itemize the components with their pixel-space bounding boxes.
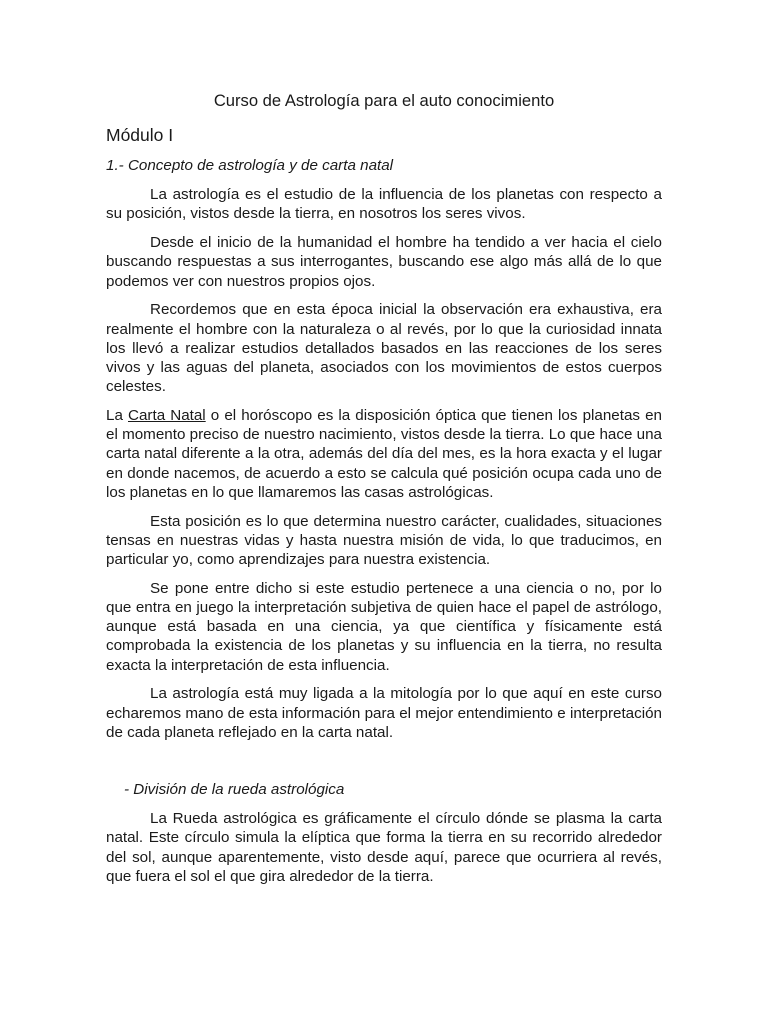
section-heading-concepto: 1.- Concepto de astrología y de carta natal xyxy=(106,157,394,174)
paragraph-1: La astrología es el estudio de la influencia de los planetas con respecto a su posición, vistos desde la tierra, en nosotros los seres vivos. xyxy=(106,186,662,223)
paragraph-6: Se pone entre dicho si este estudio pertenece a una ciencia o no, por lo que entra en juego la interpretación subjetiva de quien hace el papel de astrólogo, aunque está basada en una ciencia, ya que científica y físicamente está comprobada la existencia de los planetas y su influencia en la tierra, no resulta exacta la interpretación de esta influencia. xyxy=(106,579,662,674)
paragraph-4-prefix: La xyxy=(106,407,128,425)
paragraph-5: Esta posición es lo que determina nuestro carácter, cualidades, situaciones tensas en nuestras vidas y hasta nuestra misión de vida, lo que traducimos, en particular yo, como aprendizajes para nuestra existencia. xyxy=(106,512,662,569)
paragraph-2: Desde el inicio de la humanidad el hombre ha tendido a ver hacia el cielo buscando respuestas a sus interrogantes, buscando ese algo más allá de lo que podemos ver con nuestros propios ojos. xyxy=(106,234,662,290)
paragraph-7: La astrología está muy ligada a la mitología por lo que aquí en este curso echaremos mano de esta información para el mejor entendimiento e interpretación de cada planeta reflejado en la carta natal. xyxy=(106,685,662,741)
document-title: Curso de Astrología para el auto conocimiento xyxy=(213,91,555,110)
section-heading-division: - División de la rueda astrológica xyxy=(124,781,345,799)
paragraph-4 xyxy=(106,406,662,502)
carta-natal-link[interactable]: Carta Natal xyxy=(128,407,206,425)
module-heading: Módulo I xyxy=(106,125,174,145)
paragraph-4-rest: o el horóscopo es la disposición óptica que tienen los planetas en el momento preciso de nuestro nacimiento, vistos desde la tierra. Lo que hace una carta natal diferente a la otra, además del día del mes, es la hora exacta y el lugar en donde nacemos, de acuerdo a esto se calcula qué posición ocupa cada uno de los planetas en lo que llamaremos las casas astrológicas. xyxy=(106,407,662,501)
document-page xyxy=(106,90,662,896)
paragraph-3: Recordemos que en esta época inicial la observación era exhaustiva, era realmente el hombre con la naturaleza o al revés, por lo que la curiosidad innata los llevó a realizar estudios detallados basados en las reacciones de los seres vivos y las aguas del planeta, asociados con los movimientos de estos cuerpos celestes. xyxy=(106,301,662,396)
paragraph-8: La Rueda astrológica es gráficamente el círculo dónde se plasma la carta natal. Este círculo simula la elíptica que forma la tierra en su recorrido alrededor del sol, aunque aparentemente, visto desde aquí, parece que ocurriera al revés, que fuera el sol el que gira alrededor de la tierra. xyxy=(106,810,662,885)
